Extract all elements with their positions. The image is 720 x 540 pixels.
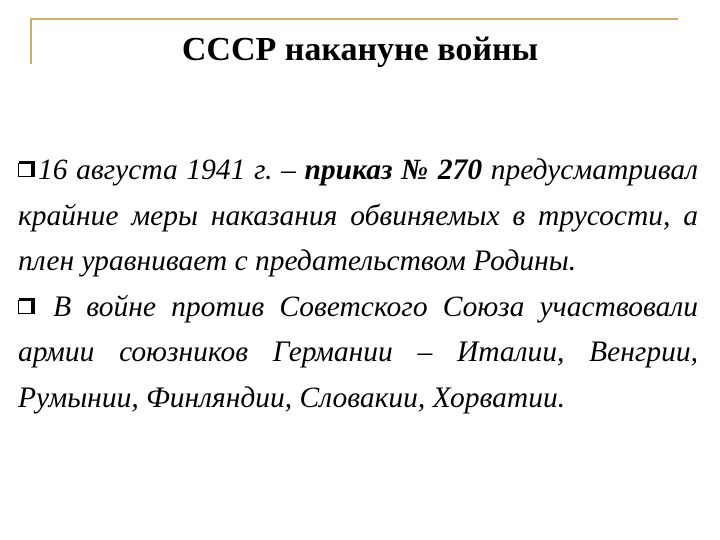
paragraph-emphasis: приказ № 270: [304, 154, 483, 186]
slide-title: СССР накануне войны: [181, 31, 539, 68]
paragraph-text: В войне против Советского Союза участвовали армии союзников Германии – Италии, Венгрии, Румынии, Финляндии, Словакии, Хорватии.: [18, 290, 698, 414]
paragraph-allies: [18, 285, 698, 422]
frame-top-rule: [30, 18, 678, 20]
square-bullet-icon: [18, 161, 36, 178]
paragraph-order-270: [18, 148, 698, 285]
paragraph-lead: 16 августа 1941 г. –: [38, 154, 305, 186]
slide-body: [18, 148, 698, 421]
paragraph-rest: предусматривал крайние меры наказания обвиняемых в трусости, а плен уравнивает с предательством Родины.: [18, 154, 698, 277]
square-bullet-icon: [18, 298, 36, 315]
